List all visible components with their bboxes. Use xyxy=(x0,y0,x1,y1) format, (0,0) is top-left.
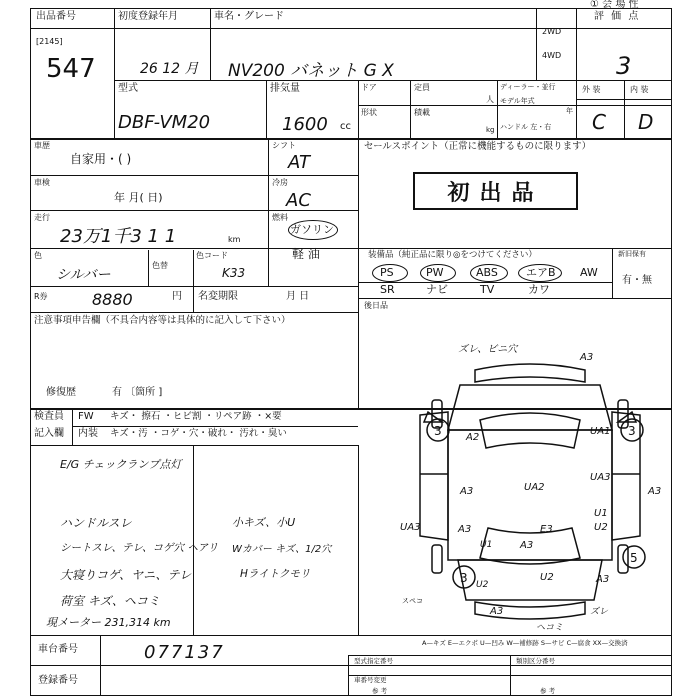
mark-spare: スペコ xyxy=(402,597,423,605)
lot-number: 547 xyxy=(46,54,96,84)
fuel-label: 燃料 xyxy=(272,213,288,222)
mark-circle3-left: 3 xyxy=(434,424,442,438)
handle-label: ハンドル 左・右 xyxy=(500,123,552,131)
door-label: ドア xyxy=(361,83,377,92)
frame-number-label: 車台番号 xyxy=(38,644,78,655)
recycle-label: R券 xyxy=(34,292,48,301)
equip-pw: PW xyxy=(426,266,444,279)
capacity-unit: 人 xyxy=(486,95,494,104)
note-small-scratch: 小キズ、小U xyxy=(232,516,296,529)
equip-airbag: エアB xyxy=(526,266,556,279)
mark-a3-roof: A3 xyxy=(460,486,474,497)
equip-abs-circle xyxy=(470,264,508,282)
diagram-legend: A—キズ E—エクボ U—凹み W—補修跡 S—サビ C—腐食 XX—交換済 xyxy=(422,639,628,647)
model-year-unit: 年 xyxy=(566,107,573,115)
equip-pw-circle xyxy=(420,264,456,282)
usage-label: 車歴 xyxy=(34,141,50,150)
displacement-label: 排気量 xyxy=(270,83,300,94)
inspector-row2-text: キズ・汚 ・コゲ・穴・破れ・ 汚れ・臭い xyxy=(110,428,287,439)
mark-a3-top: A3 xyxy=(580,352,594,363)
venue-mark: ① 会 場 性 xyxy=(590,0,639,10)
note-ceiling: 大寝りコゲ、ヤニ、テレ xyxy=(60,568,192,582)
mark-ua3-side: UA3 xyxy=(400,522,421,533)
mark-u1-rear: U1 xyxy=(480,540,493,550)
displacement-unit: cc xyxy=(340,121,351,132)
mileage-value: 23万1千3 1 1 xyxy=(60,226,177,247)
mileage-label: 走行 xyxy=(34,213,50,222)
ac-label: 冷房 xyxy=(272,178,288,187)
note-wheel-cover: Wカバー キズ、1/2穴 xyxy=(232,544,332,555)
inspector-label: 検査員 xyxy=(34,411,64,422)
mark-bottom-dent: ヘコミ xyxy=(536,623,564,633)
first-listing-stamp: 初出品 xyxy=(413,172,578,210)
exterior-label: 外 装 xyxy=(582,85,601,94)
dealer-label: ディーラー・並行 xyxy=(500,83,556,91)
mark-circle5: 5 xyxy=(630,551,638,565)
note-engine-lamp: E/G チェックランプ点灯 xyxy=(60,458,182,471)
inspector-entry-label: 記入欄 xyxy=(34,428,64,439)
fuel-diesel: 軽 油 xyxy=(292,247,320,261)
color-code-label: 色コード xyxy=(196,251,228,260)
inspector-row1-text: キズ・ 擦石 ・ヒビ割 ・リペア跡 ・×要 xyxy=(110,411,282,422)
mark-u2-c: U2 xyxy=(476,580,489,590)
mark-u2-rear: U2 xyxy=(540,572,554,583)
mark-circle3-right: 3 xyxy=(628,424,636,438)
mark-ua1: UA1 xyxy=(590,426,611,437)
color-code-value: K33 xyxy=(222,266,246,280)
lot-code: [2145] xyxy=(36,37,63,46)
mark-circle3-bottom: 3 xyxy=(460,571,468,585)
inspector-fw: FW xyxy=(78,411,94,422)
equip-abs: ABS xyxy=(476,266,498,279)
mileage-unit: km xyxy=(228,235,241,244)
first-registration-value: 26 12 月 xyxy=(140,61,199,77)
equip-aw: AW xyxy=(580,266,598,279)
equip-sr: SR xyxy=(380,283,395,296)
category-label: 類別区分番号 xyxy=(516,657,555,665)
equip-navi: ナビ xyxy=(426,283,448,296)
color-change-label: 色替 xyxy=(152,261,168,270)
inspector-interior: 内装 xyxy=(78,428,98,439)
mark-bottom-shift: ズレ xyxy=(590,607,609,617)
model-grade-label: 車名・グレード xyxy=(214,11,284,22)
mark-ua3: UA3 xyxy=(590,472,611,483)
inspection-label: 車検 xyxy=(34,178,50,187)
model-year-label: モデル年式 xyxy=(500,97,535,105)
diagram-top-note: ズレ、ビニ穴 xyxy=(458,344,518,355)
interior-label: 内 装 xyxy=(630,85,649,94)
inspection-value: 年 月( 日) xyxy=(114,191,163,204)
load-label: 積載 xyxy=(414,108,430,117)
repair-history-value: 有 〔箇所 ] xyxy=(112,387,163,398)
color-label: 色 xyxy=(34,251,42,260)
displacement-value: 1600 xyxy=(282,114,328,135)
reference-right: 参 考 xyxy=(540,687,556,695)
exterior-value: C xyxy=(592,110,606,134)
drive-4wd: 4WD xyxy=(542,51,562,60)
load-unit: kg xyxy=(486,126,495,134)
mark-roof-ua2: UA2 xyxy=(524,482,545,493)
equip-leather: カワ xyxy=(528,283,550,296)
shift-value: AT xyxy=(288,152,310,173)
frame-number-value: 077137 xyxy=(144,642,225,663)
equipment-label: 装備品（純正品に限り◎をつけてください） xyxy=(368,250,537,260)
new-old-label: 新旧保有 xyxy=(618,250,646,258)
color-value: シルバー xyxy=(56,267,111,283)
type-designation-label: 型式指定番号 xyxy=(354,657,393,665)
equip-airbag-circle xyxy=(518,264,562,282)
note-headlight: Hライトクモリ xyxy=(240,568,311,580)
type-label: 型式 xyxy=(118,83,138,94)
lot-number-label: 出品番号 xyxy=(36,11,76,22)
interior-value: D xyxy=(638,110,654,134)
mark-a3-b: A3 xyxy=(490,606,504,617)
grade-label: 評 価 点 xyxy=(594,11,641,22)
first-registration-label: 初度登録年月 xyxy=(118,11,178,22)
title-deadline-value: 月 日 xyxy=(286,291,310,302)
equip-ps-circle xyxy=(372,264,408,282)
note-seat-wear: シートスレ、テレ、コゲ穴 ヘアリ xyxy=(60,542,219,554)
rear-item-label: 後日品 xyxy=(364,301,388,310)
mark-u1: U1 xyxy=(594,508,608,519)
equip-tv: TV xyxy=(480,283,495,296)
fuel-gasoline: ガソリン xyxy=(290,223,334,236)
note-cargo: 荷室 キズ、ヘコミ xyxy=(60,594,160,608)
drive-2wd: 2WD xyxy=(542,27,562,36)
repair-history-label: 修復歴 xyxy=(46,387,76,398)
usage-value: 自家用・( ) xyxy=(70,152,132,166)
mark-a3-mid: A3 xyxy=(458,524,472,535)
mark-a3-rr: A3 xyxy=(596,574,610,585)
type-value: DBF-VM20 xyxy=(118,112,211,133)
shape-label: 形状 xyxy=(361,108,377,117)
mark-a3-rear: A3 xyxy=(520,540,534,551)
mark-u2: U2 xyxy=(594,522,608,533)
notes-label: 注意事項申告欄（不具合内容等は具体的に記入して下さい） xyxy=(34,315,291,326)
mark-a2-left: A2 xyxy=(466,432,480,443)
registration-label: 登録番号 xyxy=(38,675,78,686)
shift-label: シフト xyxy=(272,141,296,150)
ac-value: AC xyxy=(286,190,311,211)
note-meter: 現メーター 231,314 km xyxy=(46,616,171,629)
sales-point-label: セールスポイント（正常に機能するものに限ります） xyxy=(364,141,592,152)
new-old-value: 有・無 xyxy=(622,275,652,286)
mark-a3-side: A3 xyxy=(648,486,662,497)
reference-left: 参 考 xyxy=(372,687,388,695)
capacity-label: 定員 xyxy=(414,83,430,92)
recycle-value: 8880 xyxy=(92,290,133,309)
mark-e3: E3 xyxy=(540,524,553,535)
recycle-unit: 円 xyxy=(172,291,182,302)
grade-value: 3 xyxy=(616,52,632,80)
model-grade-value: NV200 バネット G X xyxy=(228,61,394,81)
note-handle-wear: ハンドルスレ xyxy=(60,516,132,530)
car-number-change-label: 車番号変更 xyxy=(354,676,387,684)
title-deadline-label: 名変期限 xyxy=(198,291,238,302)
equip-ps: PS xyxy=(380,266,394,279)
